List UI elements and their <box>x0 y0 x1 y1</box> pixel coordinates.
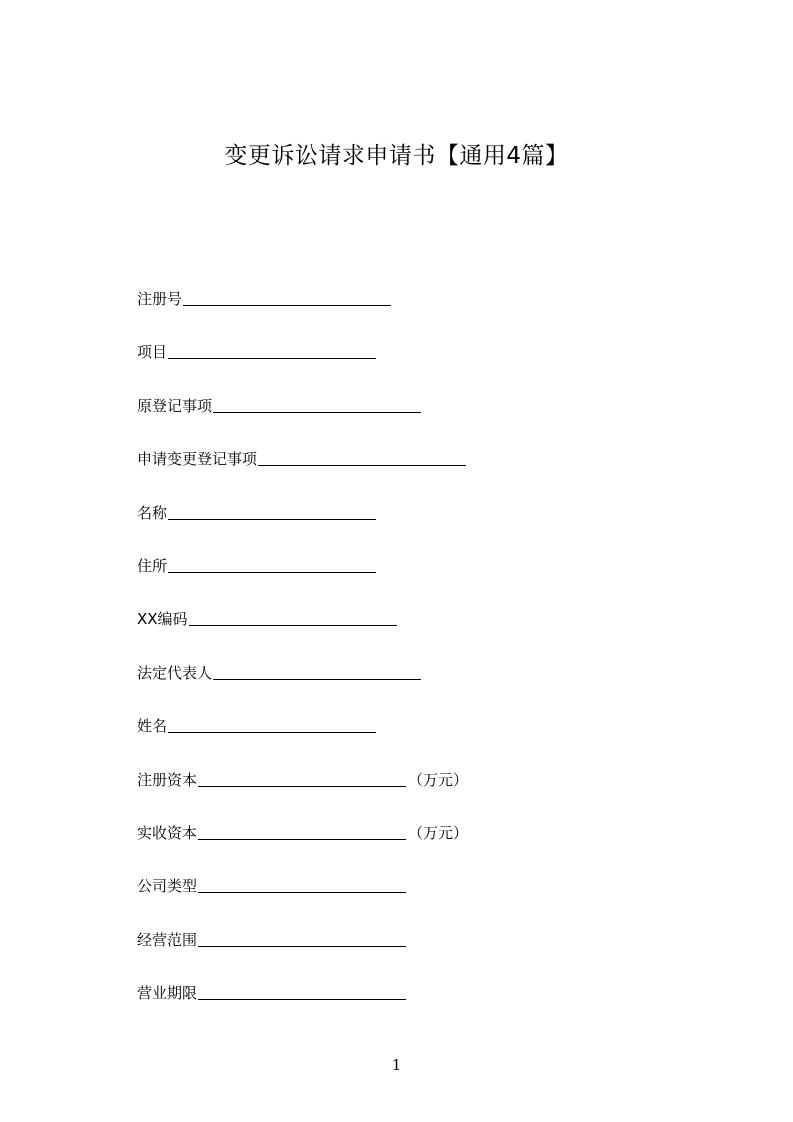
field-business-term <box>137 982 697 1035</box>
form-fields <box>137 288 697 1035</box>
field-label: XX编码 <box>137 610 188 629</box>
field-label: 姓名 <box>137 717 168 736</box>
blank-line <box>183 288 391 306</box>
blank-line <box>258 448 466 466</box>
field-legal-representative <box>137 662 697 715</box>
field-label: 原登记事项 <box>137 396 213 415</box>
field-label: 名称 <box>137 503 168 522</box>
blank-line <box>189 608 397 626</box>
field-registered-capital <box>137 769 697 822</box>
field-label: 实收资本 <box>137 823 198 842</box>
field-label: 项目 <box>137 343 168 362</box>
page-number: 1 <box>391 1056 402 1074</box>
field-company-type <box>137 875 697 928</box>
blank-line <box>198 769 406 787</box>
field-item <box>137 341 697 394</box>
blank-line <box>198 822 406 840</box>
field-code <box>137 608 697 661</box>
field-label: 经营范围 <box>137 930 198 949</box>
blank-line <box>198 929 406 947</box>
field-label: 法定代表人 <box>137 663 213 682</box>
field-label: 营业期限 <box>137 984 198 1003</box>
field-unit: （万元） <box>408 823 469 842</box>
field-paid-in-capital <box>137 822 697 875</box>
blank-line <box>198 982 406 1000</box>
blank-line <box>213 662 421 680</box>
field-requested-change <box>137 448 697 501</box>
field-original-registration <box>137 395 697 448</box>
blank-line <box>168 555 376 573</box>
blank-line <box>198 875 406 893</box>
field-business-scope <box>137 929 697 982</box>
document-title: 变更诉讼请求申请书【通用4篇】 <box>224 143 569 169</box>
field-unit: （万元） <box>408 770 469 789</box>
field-label: 申请变更登记事项 <box>137 450 258 469</box>
field-address <box>137 555 697 608</box>
field-label: 住所 <box>137 556 168 575</box>
blank-line <box>168 502 376 520</box>
field-label: 公司类型 <box>137 877 198 896</box>
field-label: 注册号 <box>137 290 183 308</box>
field-label: 注册资本 <box>137 770 198 789</box>
blank-line <box>213 395 421 413</box>
blank-line <box>168 341 376 359</box>
field-registration-number <box>137 288 697 341</box>
field-person-name <box>137 715 697 768</box>
field-name <box>137 502 697 555</box>
blank-line <box>168 715 376 733</box>
